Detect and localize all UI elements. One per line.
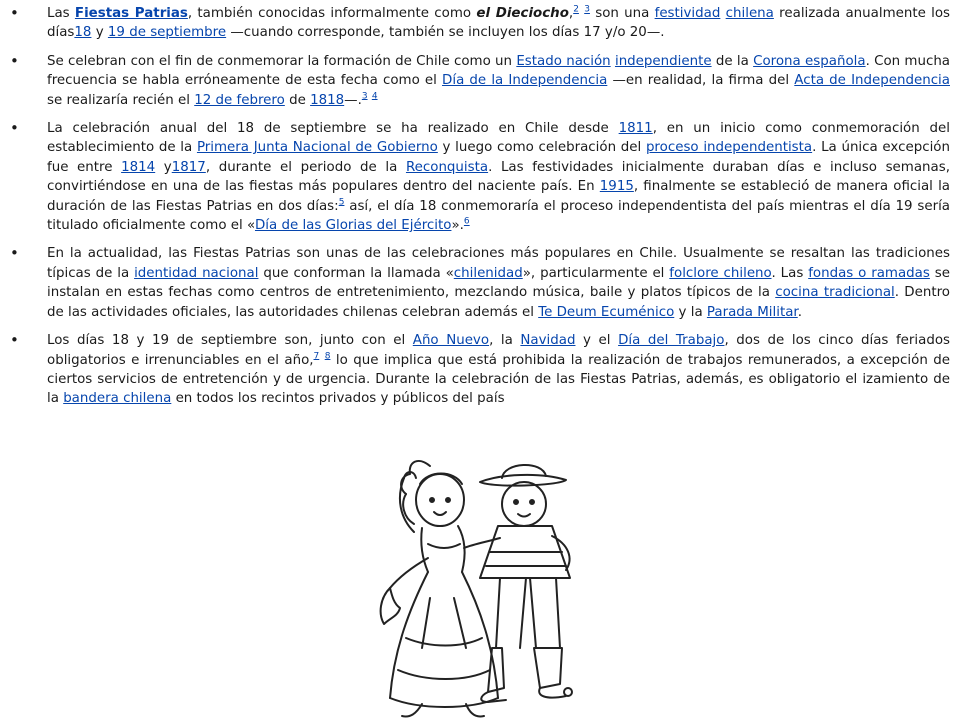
paragraph-text: ». — [451, 218, 464, 234]
article-bullet-item — [0, 327, 960, 409]
wiki-link[interactable]: Año Nuevo — [412, 333, 490, 349]
girl-dancer-figure — [381, 461, 498, 717]
emphasized-term: el Dieciocho — [476, 6, 569, 21]
citation-link[interactable]: 2 — [573, 4, 579, 15]
paragraph-text: Las — [47, 6, 75, 21]
paragraph-text: son una — [589, 6, 655, 21]
wiki-link[interactable]: identidad nacional — [134, 265, 259, 281]
wiki-link[interactable]: 1817 — [171, 159, 206, 175]
paragraph-text: y luego como celebración del — [437, 140, 646, 156]
citation-superscript — [464, 217, 470, 227]
paragraph-text: —cuando corresponde, también se incluyen los días 17 y/o 20—. — [226, 25, 665, 41]
wiki-link[interactable]: Parada Militar — [706, 304, 798, 320]
wiki-link[interactable]: 18 — [74, 25, 92, 41]
wiki-link[interactable]: Día de la Independencia — [442, 73, 608, 89]
wiki-link[interactable]: fondas o ramadas — [808, 265, 930, 281]
paragraph-text: en todos los recintos privados y públicos del país — [171, 391, 505, 407]
wiki-link[interactable]: Primera Junta Nacional de Gobierno — [196, 140, 438, 156]
paragraph-text: . Las festividades inicialmente duraban días e incluso semanas, convirtiéndose en una de las fiestas más populares dentro del naciente país. En — [47, 159, 950, 195]
wiki-link[interactable]: 1814 — [121, 159, 156, 175]
paragraph-text: En la actualidad, las Fiestas Patrias son unas de las celebraciones más populares en Chile. Usualmente se resaltan las tradiciones típicas de la — [47, 246, 950, 281]
paragraph-text: realizada anualmente los días — [47, 6, 951, 41]
paragraph-text: , en un inicio como conmemoración del establecimiento de la — [47, 121, 951, 156]
bullet-marker: • — [10, 4, 19, 22]
wiki-link[interactable]: Fiestas Patrias — [74, 6, 188, 21]
wiki-link[interactable]: Estado nación — [516, 53, 611, 69]
wiki-link[interactable]: 1915 — [599, 179, 634, 195]
paragraph-text: y — [91, 25, 108, 41]
paragraph-text: , también conocidas informalmente como — [187, 6, 477, 21]
paragraph-text: de la — [711, 53, 754, 69]
paragraph-text: y la — [674, 304, 707, 320]
paragraph-text: —en realidad, la firma del — [607, 73, 795, 89]
wiki-link[interactable]: bandera chilena — [63, 391, 172, 407]
paragraph-text: —. — [344, 92, 362, 108]
paragraph-text: se instalan en estas fechas como centros de entretenimiento, mezclando música, baile y platos típicos de la — [47, 265, 950, 301]
wiki-link[interactable]: chilenidad — [453, 265, 523, 281]
citation-link[interactable]: 8 — [324, 351, 331, 362]
citation-link[interactable]: 6 — [463, 216, 470, 227]
paragraph-text: , durante el periodo de la — [205, 159, 406, 175]
paragraph-text: que conforman la llamada « — [258, 265, 454, 281]
wiki-link[interactable]: cocina tradicional — [775, 285, 895, 301]
paragraph-text: . Con mucha frecuencia se habla erróneamente de esta fecha como el — [47, 53, 951, 89]
paragraph-text: lo que implica que está prohibida la realización de trabajos remunerados, a excepción de ciertos servicios de entretención y de urgencia. Durante la celebración de las Fiestas Patrias, además, es obligatorio el izamiento de la — [47, 352, 950, 407]
paragraph-text: así, el día 18 conmemoraría el proceso independentista del país mientras el día 19 sería titulado oficialmente como el « — [47, 198, 950, 234]
bullet-marker: • — [10, 51, 19, 70]
paragraph-text: La celebración anual del 18 de septiembre se ha realizado en Chile desde — [47, 121, 619, 137]
wiki-link[interactable]: Reconquista — [405, 159, 489, 175]
wiki-link[interactable]: Acta de Independencia — [794, 73, 950, 89]
wiki-link[interactable]: Día del Trabajo — [618, 333, 725, 349]
wiki-link[interactable]: Día de las Glorias del Ejército — [254, 218, 452, 234]
article-bullet-item — [0, 115, 960, 235]
wiki-link[interactable]: proceso independentista — [645, 140, 813, 156]
citation-link[interactable]: 3 — [361, 91, 368, 102]
paragraph-text: , dos de los cinco días feriados obligatorios e irrenunciables en el año, — [47, 333, 951, 368]
citation-superscript — [362, 91, 368, 101]
paragraph-text: . Las — [771, 265, 809, 281]
article-bullet-item — [0, 240, 960, 322]
bullet-marker: • — [10, 244, 19, 263]
paragraph-text: de — [284, 92, 311, 108]
paragraph-text: , la — [489, 333, 521, 349]
citation-superscript — [372, 91, 378, 101]
wiki-link[interactable]: chilena — [725, 6, 774, 21]
bullet-marker: • — [10, 331, 19, 350]
paragraph-text: . La única excepción fue entre — [47, 140, 950, 175]
paragraph-text: . — [797, 304, 802, 320]
wiki-link[interactable]: 1818 — [310, 92, 345, 108]
citation-link[interactable]: 3 — [584, 4, 590, 15]
paragraph-text: se realizaría recién el — [47, 92, 195, 108]
paragraph-text: y el — [575, 333, 619, 349]
wiki-link[interactable]: 1811 — [618, 121, 653, 137]
article-bullet-item — [0, 0, 960, 43]
paragraph-text: Los días 18 y 19 de septiembre son, junto con el — [47, 333, 413, 349]
citation-link[interactable]: 5 — [338, 197, 345, 208]
paragraph-text: y — [155, 159, 172, 175]
wiki-link[interactable]: festividad — [654, 6, 721, 21]
wiki-link[interactable]: 19 de septiembre — [107, 25, 227, 41]
wiki-link[interactable]: Te Deum Ecuménico — [538, 304, 675, 320]
paragraph-text: , finalmente se estableció de manera oficial la duración de las Fiestas Patrias en dos días: — [47, 179, 950, 214]
cueca-dancers-illustration — [370, 448, 580, 720]
boy-huaso-figure — [464, 465, 572, 702]
article-bullet-item — [0, 48, 960, 110]
paragraph-text: », particularmente el — [522, 265, 670, 281]
wiki-link[interactable]: folclore chileno — [669, 265, 772, 281]
wiki-link[interactable]: 12 de febrero — [194, 92, 285, 108]
paragraph-text: Se celebran con el fin de conmemorar la formación de Chile como un — [47, 53, 517, 69]
citation-link[interactable]: 7 — [313, 351, 320, 362]
paragraph-text: , — [568, 6, 574, 21]
citation-link[interactable]: 4 — [371, 91, 378, 102]
wiki-link[interactable]: independiente — [614, 53, 712, 69]
paragraph-text: . Dentro de las actividades oficiales, las autoridades chilenas celebran además el — [47, 285, 951, 320]
bold-title-term — [75, 6, 188, 21]
wiki-link[interactable]: Corona española — [753, 53, 866, 69]
bullet-marker: • — [10, 119, 19, 138]
wiki-link[interactable]: Navidad — [520, 333, 576, 349]
